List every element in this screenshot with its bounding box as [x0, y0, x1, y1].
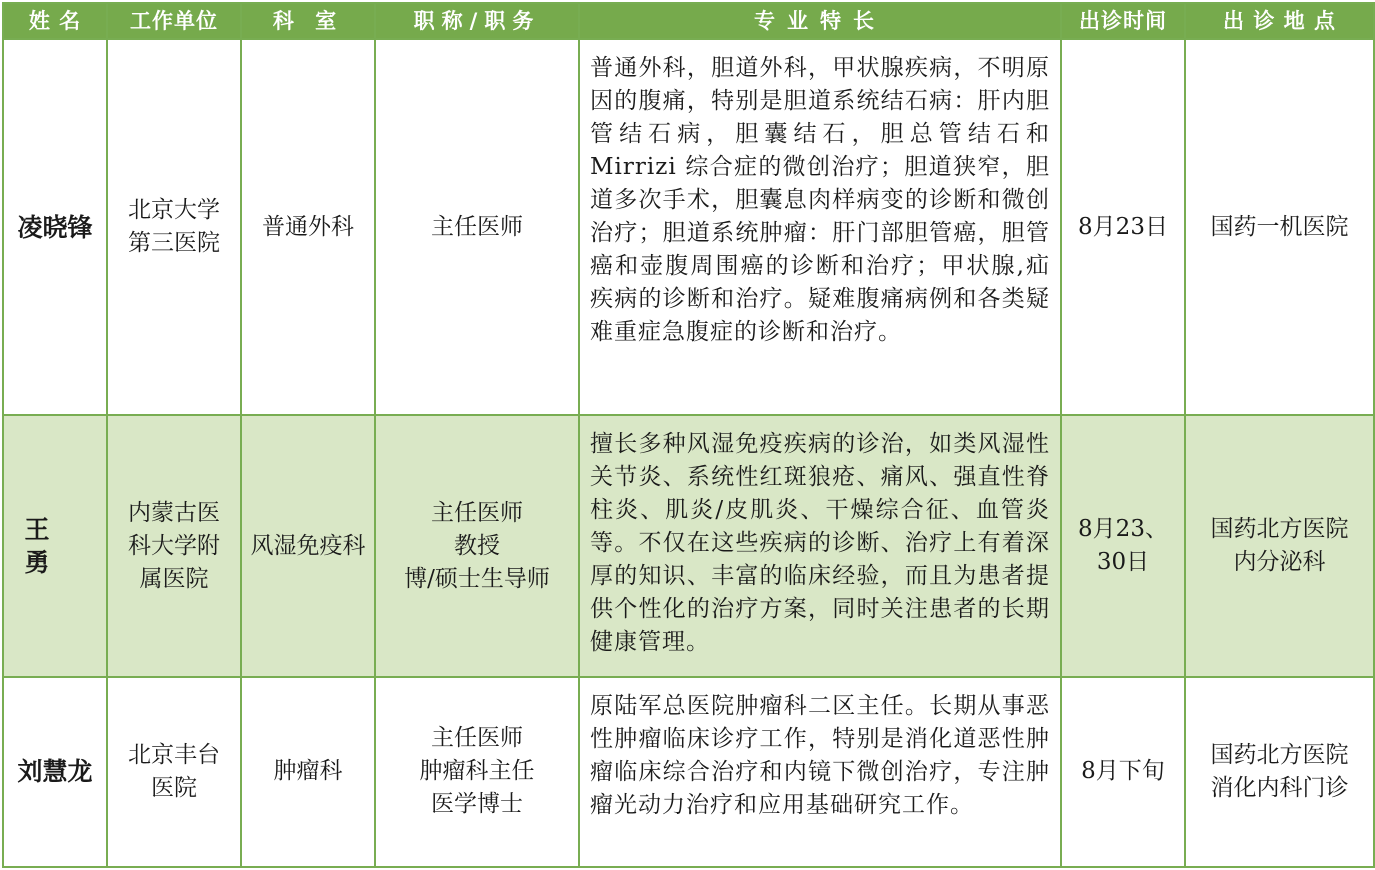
- clinic-place: [1185, 415, 1374, 676]
- doctor-name: 凌晓锋: [3, 39, 107, 415]
- work-unit-text: 北京丰台 医院: [128, 741, 220, 801]
- header-title: 职称/职务: [375, 3, 579, 39]
- header-date: 出诊时间: [1061, 3, 1185, 39]
- job-title: [375, 415, 579, 676]
- table-row: [3, 39, 1374, 415]
- department: 肿瘤科: [241, 677, 375, 867]
- header-place: 出 诊 地 点: [1185, 3, 1374, 39]
- clinic-schedule-table: [2, 2, 1375, 868]
- header-unit: 工作单位: [107, 3, 241, 39]
- clinic-date-text: 8月23日: [1078, 213, 1168, 240]
- clinic-date-text: 8月23、 30日: [1078, 516, 1168, 576]
- header-name: 姓 名: [3, 3, 107, 39]
- doctor-name: 王勇: [3, 415, 107, 676]
- clinic-place-text: 国药北方医院 内分泌科: [1210, 516, 1349, 576]
- specialty: 普通外科，胆道外科，甲状腺疾病，不明原因的腹痛，特别是胆道系统结石病：肝内胆管结石病，胆囊结石，胆总管结石和 Mirrizi 综合症的微创治疗；胆道狭窄，胆道多次手术，胆囊息肉样病变的诊断和微创治疗；胆道系统肿瘤：肝门部胆管癌，胆管癌和壶腹周围癌的诊断和治疗；甲状腺,疝疾病的诊断和治疗。疑难腹痛病例和各类疑难重症急腹症的诊断和治疗。: [579, 39, 1061, 415]
- specialty: 擅长多种风湿免疫疾病的诊治，如类风湿性关节炎、系统性红斑狼疮、痛风、强直性脊柱炎、肌炎/皮肌炎、干燥综合征、血管炎等。不仅在这些疾病的诊断、治疗上有着深厚的知识、丰富的临床经验，而且为患者提供个性化的治疗方案，同时关注患者的长期健康管理。: [579, 415, 1061, 676]
- clinic-place-text: 国药一机医院: [1210, 213, 1349, 240]
- work-unit: [107, 39, 241, 415]
- clinic-place-text: 国药北方医院 消化内科门诊: [1210, 741, 1349, 801]
- header-specialty: 专业特长: [579, 3, 1061, 39]
- table-row: [3, 415, 1374, 676]
- doctor-name: 刘慧龙: [3, 677, 107, 867]
- job-title: [375, 39, 579, 415]
- work-unit-text: 北京大学 第三医院: [128, 197, 220, 257]
- job-title-text: 主任医师: [431, 213, 523, 240]
- clinic-date: [1061, 415, 1185, 676]
- clinic-place: [1185, 677, 1374, 867]
- header-row: [3, 3, 1374, 39]
- clinic-place: [1185, 39, 1374, 415]
- job-title-text: 主任医师 教授 博/硕士生导师: [404, 499, 550, 592]
- job-title: [375, 677, 579, 867]
- clinic-date: [1061, 677, 1185, 867]
- specialty: 原陆军总医院肿瘤科二区主任。长期从事恶性肿瘤临床诊疗工作，特别是消化道恶性肿瘤临床综合治疗和内镜下微创治疗，专注肿瘤光动力治疗和应用基础研究工作。: [579, 677, 1061, 867]
- table-row: [3, 677, 1374, 867]
- job-title-text: 主任医师 肿瘤科主任 医学博士: [419, 725, 535, 818]
- department: 普通外科: [241, 39, 375, 415]
- header-dept: 科 室: [241, 3, 375, 39]
- clinic-date: [1061, 39, 1185, 415]
- department: 风湿免疫科: [241, 415, 375, 676]
- work-unit: [107, 677, 241, 867]
- work-unit: [107, 415, 241, 676]
- clinic-date-text: 8月下旬: [1081, 758, 1165, 785]
- work-unit-text: 内蒙古医 科大学附 属医院: [128, 499, 220, 592]
